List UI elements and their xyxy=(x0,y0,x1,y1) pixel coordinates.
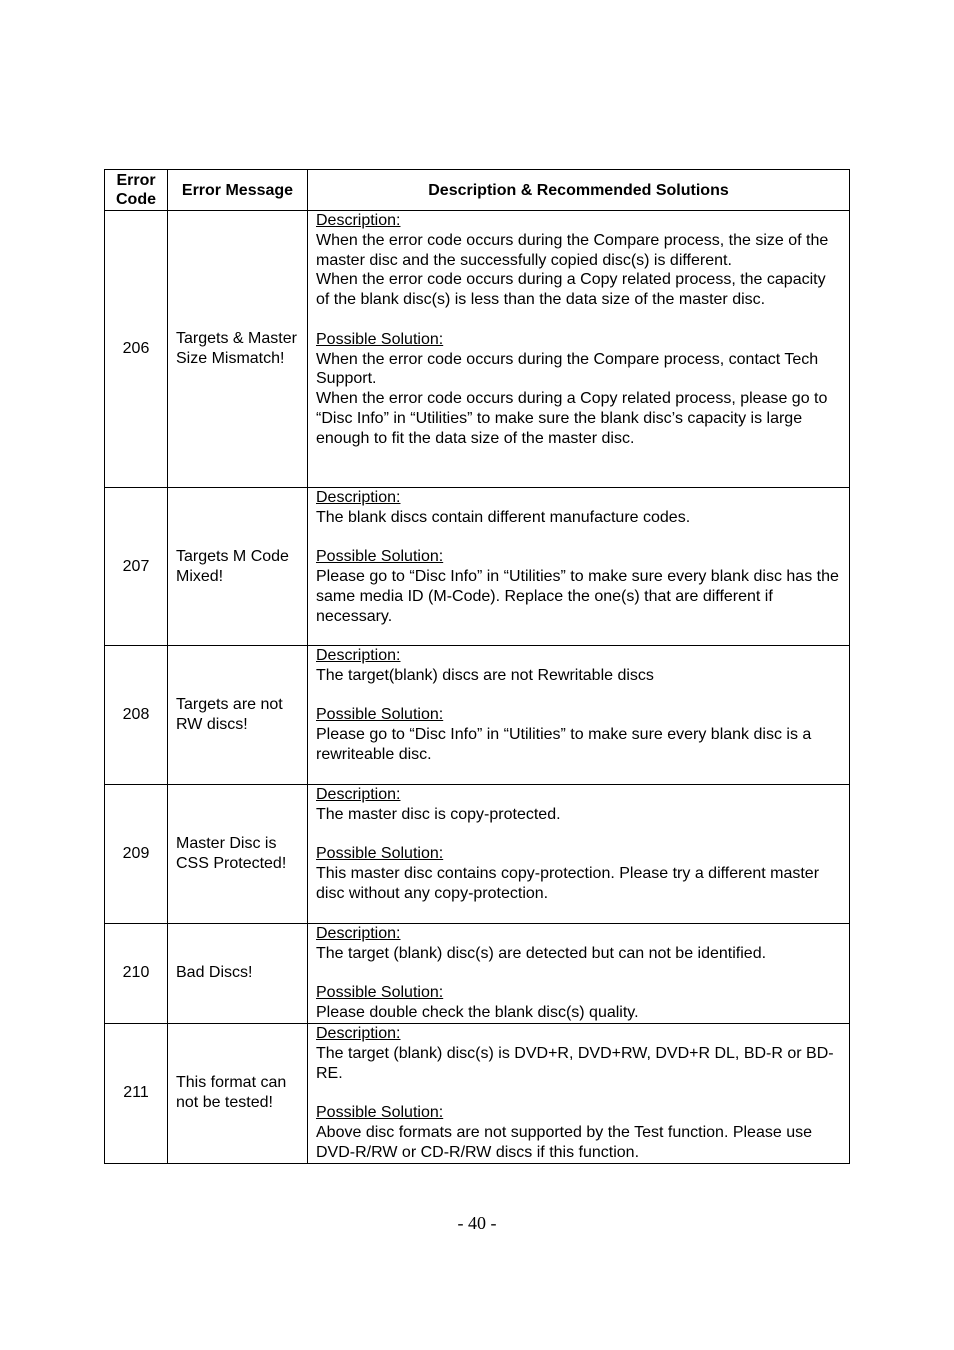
solution-text: Please go to “Disc Info” in “Utilities” to make sure every blank disc is a rewriteable disc. xyxy=(316,726,812,763)
solution-text: Please go to “Disc Info” in “Utilities” to make sure every blank disc has the same media ID (M-Code). Replace the one(s) that are different if necessary. xyxy=(316,568,839,625)
description-label: Description: xyxy=(316,786,401,803)
solution-label: Possible Solution: xyxy=(316,845,444,863)
description-text: The target(blank) discs are not Rewritable discs xyxy=(316,666,654,684)
description-text: The blank discs contain different manufacture codes. xyxy=(316,508,691,526)
solution-text: Please double check the blank disc(s) quality. xyxy=(316,1004,639,1022)
table-row xyxy=(105,488,850,646)
error-code: 208 xyxy=(105,646,168,785)
table-row xyxy=(105,785,850,924)
header-description: Description & Recommended Solutions xyxy=(308,170,850,211)
description-cell xyxy=(308,924,850,1024)
description-text: The target (blank) disc(s) are detected but can not be identified. xyxy=(316,944,767,962)
solution-text: Above disc formats are not supported by the Test function. Please use DVD-R/RW or CD-R/RW discs if this function. xyxy=(316,1123,812,1161)
description-label: Description: xyxy=(316,489,401,506)
solution-label: Possible Solution: xyxy=(316,706,444,724)
error-code: 207 xyxy=(105,488,168,646)
description-text: The target (blank) disc(s) is DVD+R, DVD+RW, DVD+R DL, BD-R or BD-RE. xyxy=(316,1044,834,1082)
description-text: When the error code occurs during the Compare process, the size of the master disc and the successfully copied disc(s) is different. xyxy=(316,231,829,269)
table-row xyxy=(105,924,850,1024)
description-label: Description: xyxy=(316,212,401,229)
description-cell xyxy=(308,785,850,924)
error-message: Master Disc is CSS Protected! xyxy=(168,785,308,924)
error-code: 211 xyxy=(105,1023,168,1163)
error-message: Bad Discs! xyxy=(168,924,308,1024)
header-error-code: Error Code xyxy=(105,170,168,211)
solution-text: This master disc contains copy-protection. Please try a different master disc without any copy-protection. xyxy=(316,865,820,902)
table-header-row xyxy=(105,170,850,211)
description-label: Description: xyxy=(316,925,401,942)
description-cell xyxy=(308,1023,850,1163)
solution-label: Possible Solution: xyxy=(316,1104,444,1122)
solution-label: Possible Solution: xyxy=(316,984,444,1002)
error-code-table xyxy=(104,169,850,1164)
solution-text: When the error code occurs during the Compare process, contact Tech Support. xyxy=(316,350,819,388)
solution-label: Possible Solution: xyxy=(316,330,444,348)
header-error-message: Error Message xyxy=(168,170,308,211)
description-label: Description: xyxy=(316,1024,401,1042)
table-row xyxy=(105,211,850,488)
error-code: 210 xyxy=(105,924,168,1024)
solution-text: When the error code occurs during a Copy related process, please go to “Disc Info” in “Utilities” to make sure the blank disc’s capacity is large enough to fit the data size of the master disc. xyxy=(316,390,828,447)
description-cell xyxy=(308,488,850,646)
description-cell xyxy=(308,211,850,488)
solution-label: Possible Solution: xyxy=(316,548,444,566)
error-code: 209 xyxy=(105,785,168,924)
error-code: 206 xyxy=(105,211,168,488)
description-cell xyxy=(308,646,850,785)
page-number: - 40 - xyxy=(457,1213,497,1233)
description-text: When the error code occurs during a Copy related process, the capacity of the blank disc(s) is less than the data size of the master disc. xyxy=(316,271,826,309)
table-row xyxy=(105,1023,850,1163)
description-text: The master disc is copy-protected. xyxy=(316,805,561,823)
error-message: This format can not be tested! xyxy=(168,1023,308,1163)
error-message: Targets are not RW discs! xyxy=(168,646,308,785)
table-row xyxy=(105,646,850,785)
error-message: Targets M Code Mixed! xyxy=(168,488,308,646)
error-message: Targets & Master Size Mismatch! xyxy=(168,211,308,488)
description-label: Description: xyxy=(316,647,401,664)
